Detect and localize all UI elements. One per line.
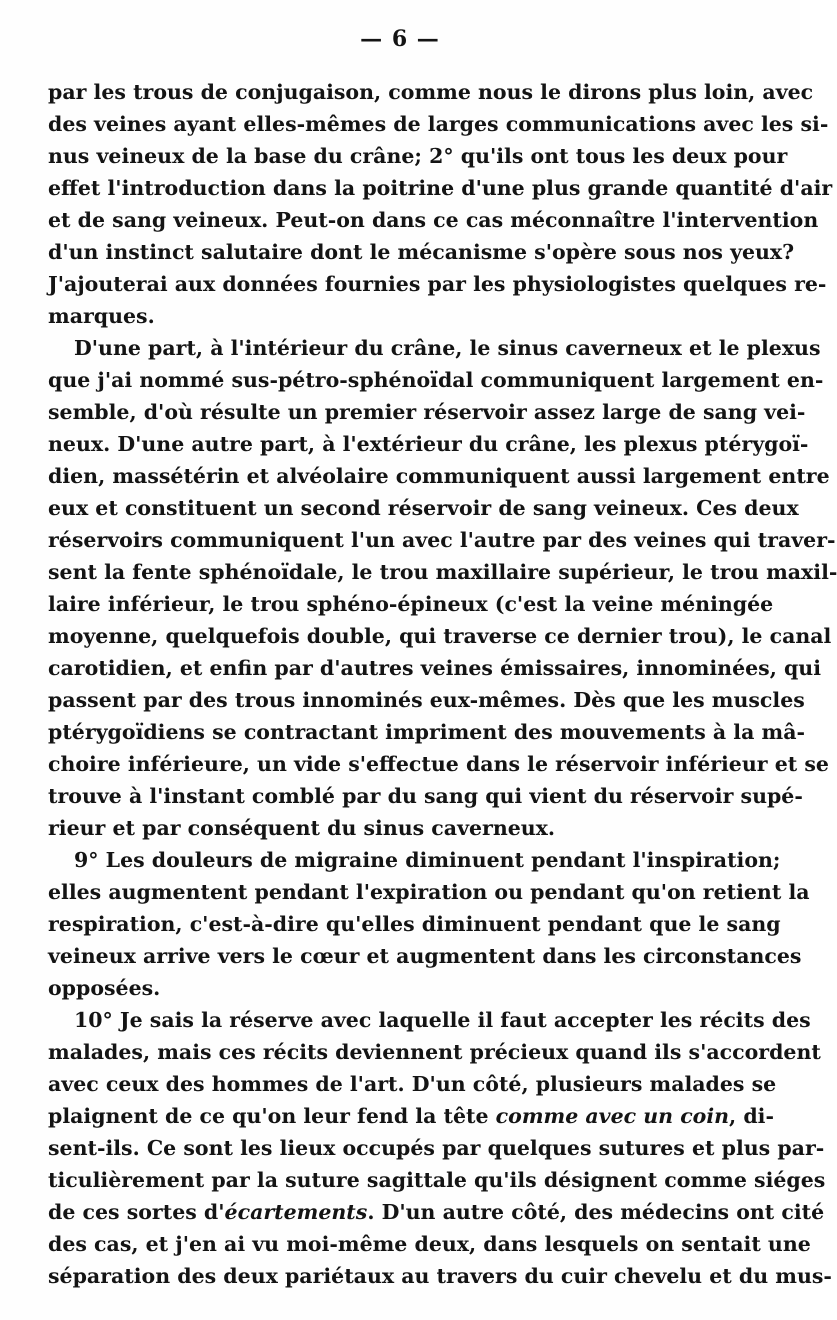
text-line: laire inférieur, le trou sphéno-épineux (c'est la veine méningée xyxy=(48,592,774,616)
text-line: choire inférieure, un vide s'effectue dans le réservoir inférieur et se xyxy=(48,752,829,776)
italic-run: comme avec un coin xyxy=(495,1104,730,1128)
text-line: passent par des trous innominés eux-mêmes. Dès que les muscles xyxy=(48,688,805,712)
text-line: séparation des deux pariétaux au travers du cuir chevelu et du mus- xyxy=(48,1264,832,1288)
text-line: malades, mais ces récits deviennent précieux quand ils s'accordent xyxy=(48,1040,821,1064)
text-line: veineux arrive vers le cœur et augmentent dans les circonstances xyxy=(48,944,802,968)
text-line: que j'ai nommé sus-pétro-sphénoïdal communiquent largement en- xyxy=(48,368,824,392)
text-line: moyenne, quelquefois double, qui traverse ce dernier trou), le canal xyxy=(48,624,832,648)
text-line: nus veineux de la base du crâne; 2° qu'ils ont tous les deux pour xyxy=(48,144,788,168)
text-line: des veines ayant elles-mêmes de larges communications avec les si- xyxy=(48,112,829,136)
text-line: D'une part, à l'intérieur du crâne, le sinus caverneux et le plexus xyxy=(74,336,821,360)
text-line: semble, d'où résulte un premier réservoir assez large de sang vei- xyxy=(48,400,806,424)
text-run: . D'un autre côté, des médecins ont cité xyxy=(367,1200,825,1224)
text-line: 9° Les douleurs de migraine diminuent pendant l'inspiration; xyxy=(74,848,781,872)
text-line: eux et constituent un second réservoir de sang veineux. Ces deux xyxy=(48,496,799,520)
text-line: neux. D'une autre part, à l'extérieur du crâne, les plexus ptérygoï- xyxy=(48,432,809,456)
text-line: trouve à l'instant comblé par du sang qui vient du réservoir supé- xyxy=(48,784,803,808)
text-run: plaignent de ce qu'on leur fend la tête xyxy=(48,1104,489,1128)
text-line-with-italic xyxy=(48,1196,825,1228)
text-line: effet l'introduction dans la poitrine d'une plus grande quantité d'air xyxy=(48,176,833,200)
text-line: par les trous de conjugaison, comme nous le dirons plus loin, avec xyxy=(48,80,814,104)
text-line-with-italic xyxy=(48,1100,774,1132)
text-line: ticulièrement par la suture sagittale qu'ils désignent comme siéges xyxy=(48,1168,826,1192)
text-line: marques. xyxy=(48,304,155,328)
text-line: dien, massétérin et alvéolaire communiquent aussi largement entre xyxy=(48,464,830,488)
text-line: ptérygoïdiens se contractant impriment des mouvements à la mâ- xyxy=(48,720,805,744)
text-line: opposées. xyxy=(48,976,161,1000)
text-line: elles augmentent pendant l'expiration ou pendant qu'on retient la xyxy=(48,880,810,904)
text-line: avec ceux des hommes de l'art. D'un côté, plusieurs malades se xyxy=(48,1072,777,1096)
text-line: carotidien, et enfin par d'autres veines émissaires, innominées, qui xyxy=(48,656,822,680)
text-line: rieur et par conséquent du sinus caverneux. xyxy=(48,816,556,840)
text-line: sent-ils. Ce sont les lieux occupés par quelques sutures et plus par- xyxy=(48,1136,825,1160)
text-line: sent la fente sphénoïdale, le trou maxillaire supérieur, le trou maxil- xyxy=(48,560,837,584)
text-line: des cas, et j'en ai vu moi-même deux, dans lesquels on sentait une xyxy=(48,1232,811,1256)
text-line: d'un instinct salutaire dont le mécanisme s'opère sous nos yeux? xyxy=(48,240,795,264)
italic-run: écartements xyxy=(224,1200,368,1224)
text-run: de ces sortes d' xyxy=(48,1200,225,1224)
text-line: et de sang veineux. Peut-on dans ce cas méconnaître l'intervention xyxy=(48,208,819,232)
text-line: respiration, c'est-à-dire qu'elles diminuent pendant que le sang xyxy=(48,912,781,936)
page-body xyxy=(48,76,837,1292)
text-run: , di- xyxy=(729,1104,774,1128)
text-line: J'ajouterai aux données fournies par les physiologistes quelques re- xyxy=(48,272,827,296)
page-number: — 6 — xyxy=(360,26,440,52)
text-line: réservoirs communiquent l'un avec l'autre par des veines qui traver- xyxy=(48,528,836,552)
text-line: 10° Je sais la réserve avec laquelle il faut accepter les récits des xyxy=(74,1008,811,1032)
